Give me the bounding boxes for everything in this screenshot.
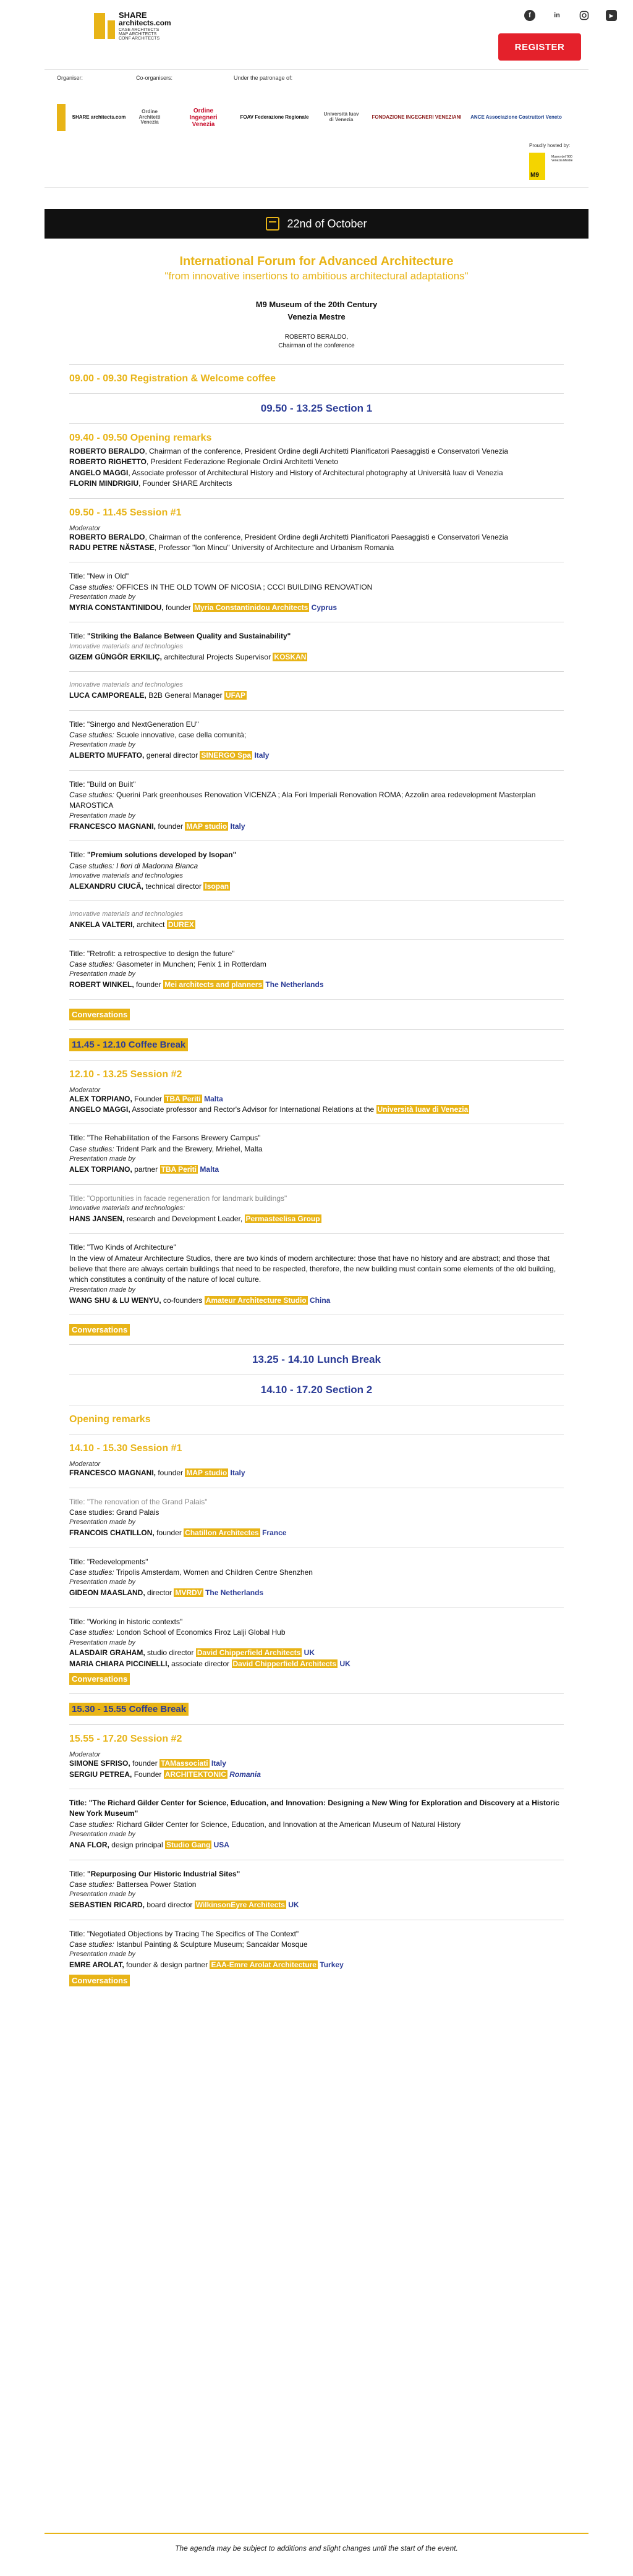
company-link[interactable]: Mei architects and planners — [164, 980, 263, 989]
partners-section — [45, 70, 588, 188]
social-links — [524, 10, 617, 21]
section2-heading: 14.10 - 17.20 Section 2 — [260, 1384, 373, 1396]
company-link[interactable]: TBA Periti — [161, 1165, 197, 1174]
moderators-2: ALEX TORPIANO, Founder TBA Periti Malta ANGELO MAGGI, Associate professor and Rector's Advisor for International Relations at the Università Iuav di Venezia — [69, 1094, 469, 1114]
session1-heading: 09.50 - 11.45 Session #1 — [69, 507, 182, 518]
logo-mark — [94, 13, 105, 39]
ordine-architetti-logo[interactable]: Ordine Architetti Venezia — [138, 108, 161, 125]
moderators-3: FRANCESCO MAGNANI, founder MAP studio Italy — [69, 1468, 245, 1478]
company-link[interactable]: Isopan — [205, 881, 229, 891]
company-link[interactable]: MAP studio — [186, 1468, 227, 1478]
chair-role: Chairman of the conference — [278, 342, 355, 349]
linkedin-icon[interactable]: in — [554, 12, 560, 19]
company-link[interactable]: TBA Periti — [165, 1094, 201, 1103]
moderators-4: SIMONE SFRISO, founder TAMassociati Italy SERGIU PETREA, Founder ARCHITEKTONIC Romania — [69, 1759, 261, 1779]
talk-1: Title: "New in Old" Case studies: OFFICES IN THE OLD TOWN OF NICOSIA ; CCCI BUILDING RENOVATION Presentation made by MYRIA CONSTANTINIDOU, founder Myria Constantinidou Architects Cyprus — [69, 572, 373, 612]
company-link[interactable]: MVRDV — [175, 1588, 202, 1598]
moderator-label: Moderator — [69, 1086, 101, 1094]
moderator-label: Moderator — [69, 1460, 101, 1468]
opening-speakers — [69, 446, 564, 489]
talk-13: Title: "Redevelopments" Case studies: Tripolis Amsterdam, Women and Children Centre Shenzhen Presentation made by GIDEON MAASLAND, director MVRDV The Netherlands — [69, 1557, 313, 1598]
company-link[interactable]: MAP studio — [186, 821, 227, 831]
patronage-label: Under the patronage of: — [234, 75, 293, 81]
fondazione-ingegneri-logo[interactable]: FONDAZIONE INGEGNERI VENEZIANI — [372, 114, 462, 120]
logo-mark-2 — [108, 20, 115, 39]
youtube-icon[interactable]: ▶ — [606, 10, 617, 21]
organiser-label: Organiser: — [57, 75, 83, 81]
chair-name: ROBERTO BERALDO, — [284, 334, 349, 341]
company-link[interactable]: Studio Gang — [166, 1841, 211, 1850]
coffee-break-1: 11.45 - 12.10 Coffee Break — [69, 1038, 188, 1051]
talk-15: Title: "The Richard Gilder Center for Science, Education, and Innovation: Designing a New Wing for Exploration and Discovery at a Historic New York Museum" Case studies: Richard Gilder Center for Science, Education, and Innovation at the American Museum of Natural History Presentation made by ANA FLOR, design principal Studio Gang USA — [69, 1799, 559, 1850]
event-date: 22nd of October — [287, 217, 367, 230]
company-link[interactable]: KOSKAN — [274, 652, 307, 661]
page — [45, 0, 614, 1986]
company-link[interactable]: EAA-Emre Arolat Architecture — [211, 1960, 316, 1970]
company-link[interactable]: UFAP — [225, 691, 245, 700]
venue-line2: Venezia Mestre — [287, 311, 346, 321]
opening-remarks-2: Opening remarks — [69, 1414, 151, 1425]
facebook-icon[interactable]: f — [524, 10, 535, 21]
venue — [45, 299, 588, 323]
company-link[interactable]: Chatillon Architectes — [185, 1528, 259, 1538]
foav-logo[interactable]: FOAV Federazione Regionale — [240, 114, 309, 120]
speaker-row: ANGELO MAGGI, Associate professor of Architectural History and History of Architectural photography at Università Iuav di Venezia — [69, 468, 503, 477]
register-button[interactable]: REGISTER — [498, 33, 581, 61]
agenda — [45, 364, 588, 1986]
talk-5: Title: "Build on Built" Case studies: Querini Park greenhouses Renovation VICENZA ; Ala Fori Imperiali Renovation ROMA; Azzolin area redevelopment Masterplan MAROSTICA Presentation made by FRANCESCO MAGNANI, founder MAP studio Italy — [69, 779, 536, 831]
opening-remarks-heading: 09.40 - 09.50 Opening remarks — [69, 433, 212, 443]
company-link[interactable]: SINERGO Spa — [201, 751, 252, 760]
company-link[interactable]: TAMassociati — [161, 1759, 208, 1768]
share-partner-logo[interactable]: SHARE architects.com — [57, 104, 130, 131]
share-architects-logo[interactable] — [94, 11, 171, 41]
conversations-badge: Conversations — [69, 1009, 130, 1020]
talk-14: Title: "Working in historic contexts" Case studies: London School of Economics Firoz Lalji Global Hub Presentation made by ALASDAIR GRAHAM, studio director David Chipperfield Architects UK MARIA CHIARA PICCINELLI, associate director David Chipperfield Architects UK — [69, 1617, 350, 1668]
session4-heading: 15.55 - 17.20 Session #2 — [69, 1734, 182, 1745]
m9-museum-name: Museo del '900 Venezia Mestre — [551, 155, 573, 163]
company-link[interactable]: David Chipperfield Architects — [232, 1659, 337, 1668]
talk-12: Title: "The renovation of the Grand Palais" Case studies: Grand Palais Presentation made by FRANCOIS CHATILLON, founder Chatillon Architectes France — [69, 1497, 287, 1538]
iuav-logo[interactable]: Università Iuav di Venezia — [323, 111, 359, 122]
lunch-break: 13.25 - 14.10 Lunch Break — [252, 1354, 381, 1366]
co-organisers-label: Co-organisers: — [136, 75, 173, 81]
footer-divider — [45, 2533, 588, 2534]
company-link[interactable]: Permasteelisa Group — [245, 1214, 320, 1223]
venue-line1: M9 Museum of the 20th Century — [255, 300, 378, 309]
site-header — [45, 0, 614, 70]
speaker-row: ROBERTO BERALDO, Chairman of the conference, President Ordine degli Architetti Pianificatori Paesaggisti e Conservatori Venezia — [69, 447, 509, 455]
talk-16: Title: "Repurposing Our Historic Industrial Sites" Case studies: Battersea Power Station Presentation made by SEBASTIEN RICARD, board director WilkinsonEyre Architects UK — [69, 1869, 299, 1910]
talk-8: Title: "Retrofit: a retrospective to design the future" Case studies: Gasometer in Munchen; Fenix 1 in Rotterdam Presentation made by ROBERT WINKEL, founder Mei architects and planners The Netherlands — [69, 949, 324, 989]
talk-11: Title: "Two Kinds of Architecture" In the view of Amateur Architecture Studios, there are two kinds of modern architecture: those that have no history and are abstract; and those that believe that there are always certain buildings that need to be respected, therefore, the new building must contain some elements of the old building, which constitutes a continuity of the nature of local culture. Presentation made by WANG SHU & LU WENYU, co-founders Amateur Architecture Studio China — [69, 1243, 556, 1305]
session3-heading: 14.10 - 15.30 Session #1 — [69, 1443, 182, 1454]
registration-heading: 09.00 - 09.30 Registration & Welcome coffee — [69, 373, 276, 384]
talk-6: Title: "Premium solutions developed by Isopan" Case studies: I fiori di Madonna Bianca Innovative materials and technologies ALEXANDRU CIUCĂ, technical director Isopan — [69, 850, 237, 891]
conversations-badge: Conversations — [69, 1975, 130, 1986]
m9-logo[interactable]: M9 — [529, 153, 545, 180]
calendar-icon — [266, 217, 279, 231]
moderators: ROBERTO BERALDO, Chairman of the conference, President Ordine degli Architetti Pianificatori Paesaggisti e Conservatori Venezia RADU PETRE NĂSTASE, Professor "Ion Mincu" University of Architecture and Urbanism Romania — [69, 532, 509, 552]
talk-10: Title: "Opportunities in facade regeneration for landmark buildings" Innovative materials and technologies: HANS JANSEN, research and Development Leader, Permasteelisa Group — [69, 1193, 320, 1223]
intro — [45, 255, 588, 349]
logo-line1: SHARE — [119, 11, 147, 20]
forum-title: International Forum for Advanced Architecture — [179, 255, 454, 268]
logo-line2: architects.com — [119, 19, 171, 27]
logo-line3: CASE ARCHITECTS MAP ARCHITECTS CONF ARCHITECTS — [119, 28, 160, 41]
section1-heading: 09.50 - 13.25 Section 1 — [260, 402, 373, 414]
company-link[interactable]: David Chipperfield Architects — [197, 1648, 301, 1658]
company-link[interactable]: WilkinsonEyre Architects — [195, 1900, 285, 1910]
company-link[interactable]: Università Iuav di Venezia — [377, 1105, 469, 1114]
conversations-badge: Conversations — [69, 1324, 130, 1336]
ordine-ingegneri-logo[interactable]: Ordine Ingegneri Venezia — [189, 107, 218, 128]
proudly-hosted-label: Proudly hosted by: — [529, 143, 571, 148]
talk-17: Title: "Negotiated Objections by Tracing The Specifics of The Context" Case studies: Istanbul Painting & Sculpture Museum; Sancaklar Mosque Presentation made by EMRE AROLAT, founder & design partner EAA-Emre Arolat Architecture Turkey — [69, 1929, 344, 1970]
talk-3: Innovative materials and technologies LUCA CAMPOREALE, B2B General Manager UFAP — [69, 681, 245, 700]
company-link[interactable]: Myria Constantinidou Architects — [194, 603, 308, 612]
company-link[interactable]: DUREX — [168, 920, 194, 930]
forum-subtitle: "from innovative insertions to ambitious architectural adaptations" — [164, 270, 469, 282]
instagram-icon[interactable] — [579, 10, 590, 21]
ance-logo[interactable]: ANCE Associazione Costruttori Veneto — [470, 114, 562, 120]
talk-9: Title: "The Rehabilitation of the Farsons Brewery Campus" Case studies: Trident Park and the Brewery, Mriehel, Malta Presentation made by ALEX TORPIANO, partner TBA Periti Malta — [69, 1133, 263, 1174]
speaker-row: ROBERTO RIGHETTO, President Federazione Regionale Ordini Architetti Veneto — [69, 457, 339, 467]
conversations-badge: Conversations — [69, 1673, 130, 1685]
talk-2: Title: "Striking the Balance Between Quality and Sustainability" Innovative materials and technologies GIZEM GÜNGÖR ERKILIÇ, architectural Projects Supervisor KOSKAN — [69, 632, 307, 661]
talk-4: Title: "Sinergo and NextGeneration EU" Case studies: Scuole innovative, case della comunità; Presentation made by ALBERTO MUFFATO, general director SINERGO Spa Italy — [69, 719, 270, 760]
coffee-break-2: 15.30 - 15.55 Coffee Break — [69, 1703, 189, 1716]
session2-heading: 12.10 - 13.25 Session #2 — [69, 1069, 182, 1080]
speaker-row: FLORIN MINDRIGIU, Founder SHARE Architects — [69, 479, 232, 488]
date-bar — [45, 209, 588, 239]
footer-note: The agenda may be subject to additions and slight changes until the start of the event. — [175, 2544, 458, 2553]
moderator-label: Moderator — [69, 524, 101, 532]
moderator-label: Moderator — [69, 1751, 101, 1759]
talk-7: Innovative materials and technologies ANKELA VALTERI, architect DUREX — [69, 910, 194, 930]
company-link[interactable]: ARCHITEKTONIC — [164, 1769, 226, 1779]
company-link[interactable]: Amateur Architecture Studio — [205, 1295, 307, 1305]
